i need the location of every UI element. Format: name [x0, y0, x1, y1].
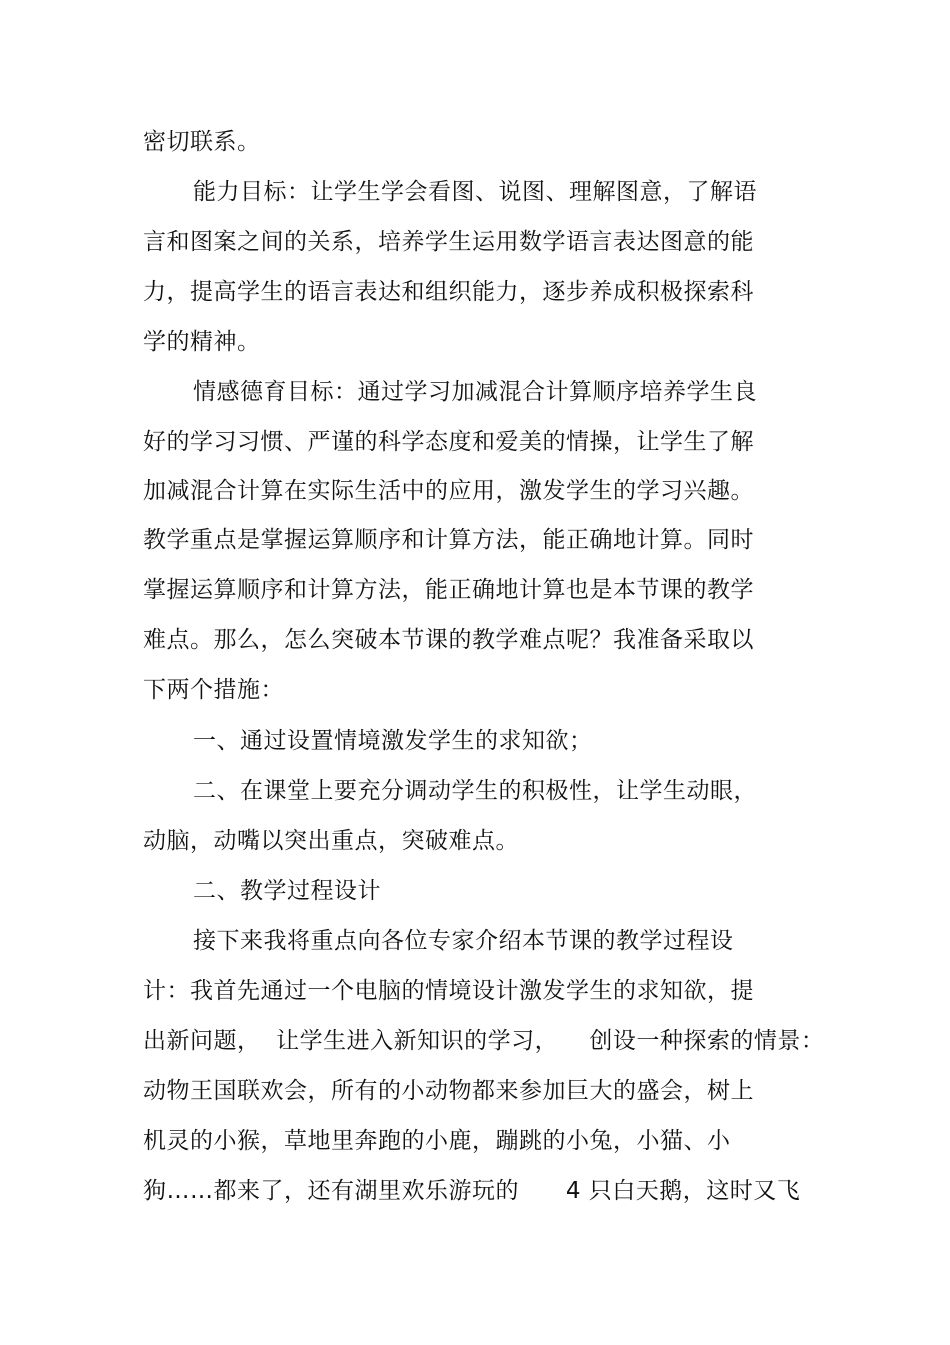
text-line: 一、通过设置情境激发学生的求知欲；	[193, 728, 593, 754]
text-line: 二、在课堂上要充分调动学生的积极性，让学生动眼，	[193, 778, 757, 804]
text-line: 加减混合计算在实际生活中的应用，激发学生的学习兴趣。	[143, 478, 754, 504]
text-line: 机灵的小猴，草地里奔跑的小鹿，蹦跳的小兔，小猫、小	[143, 1128, 731, 1154]
section-heading: 二、教学过程设计	[193, 878, 381, 904]
text-line: 能力目标：让学生学会看图、说图、理解图意，了解语	[193, 179, 757, 205]
text-line: 密切联系。	[143, 129, 261, 155]
text-line: 情感德育目标：通过学习加减混合计算顺序培养学生良	[193, 379, 757, 405]
text-line: 掌握运算顺序和计算方法，能正确地计算也是本节课的教学	[143, 577, 754, 603]
text-line: 下两个措施：	[143, 677, 284, 703]
text-line: 教学重点是掌握运算顺序和计算方法，能正确地计算。同时	[143, 527, 754, 553]
text-line: 难点。那么，怎么突破本节课的教学难点呢？我准备采取以	[143, 627, 754, 653]
text-line: 好的学习习惯、严谨的科学态度和爱美的情操，让学生了解	[143, 429, 754, 455]
text-line: 动脑，动嘴以突出重点，突破难点。	[143, 828, 519, 854]
text-line: 学的精神。	[143, 329, 261, 355]
text-line: 力，提高学生的语言表达和组织能力，逐步养成积极探索科	[143, 279, 754, 305]
text-line: 动物王国联欢会，所有的小动物都来参加巨大的盛会，树上	[143, 1078, 754, 1104]
text-line: 接下来我将重点向各位专家介绍本节课的教学过程设	[193, 928, 734, 954]
text-line: 计：我首先通过一个电脑的情境设计激发学生的求知欲，提	[143, 978, 754, 1004]
text-line: 狗……都来了，还有湖里欢乐游玩的 4 只白天鹅，这时又飞	[143, 1178, 801, 1204]
text-line: 出新问题， 让学生进入新知识的学习， 创设一种探索的情景：	[143, 1028, 825, 1054]
text-line: 言和图案之间的关系，培养学生运用数学语言表达图意的能	[143, 229, 754, 255]
